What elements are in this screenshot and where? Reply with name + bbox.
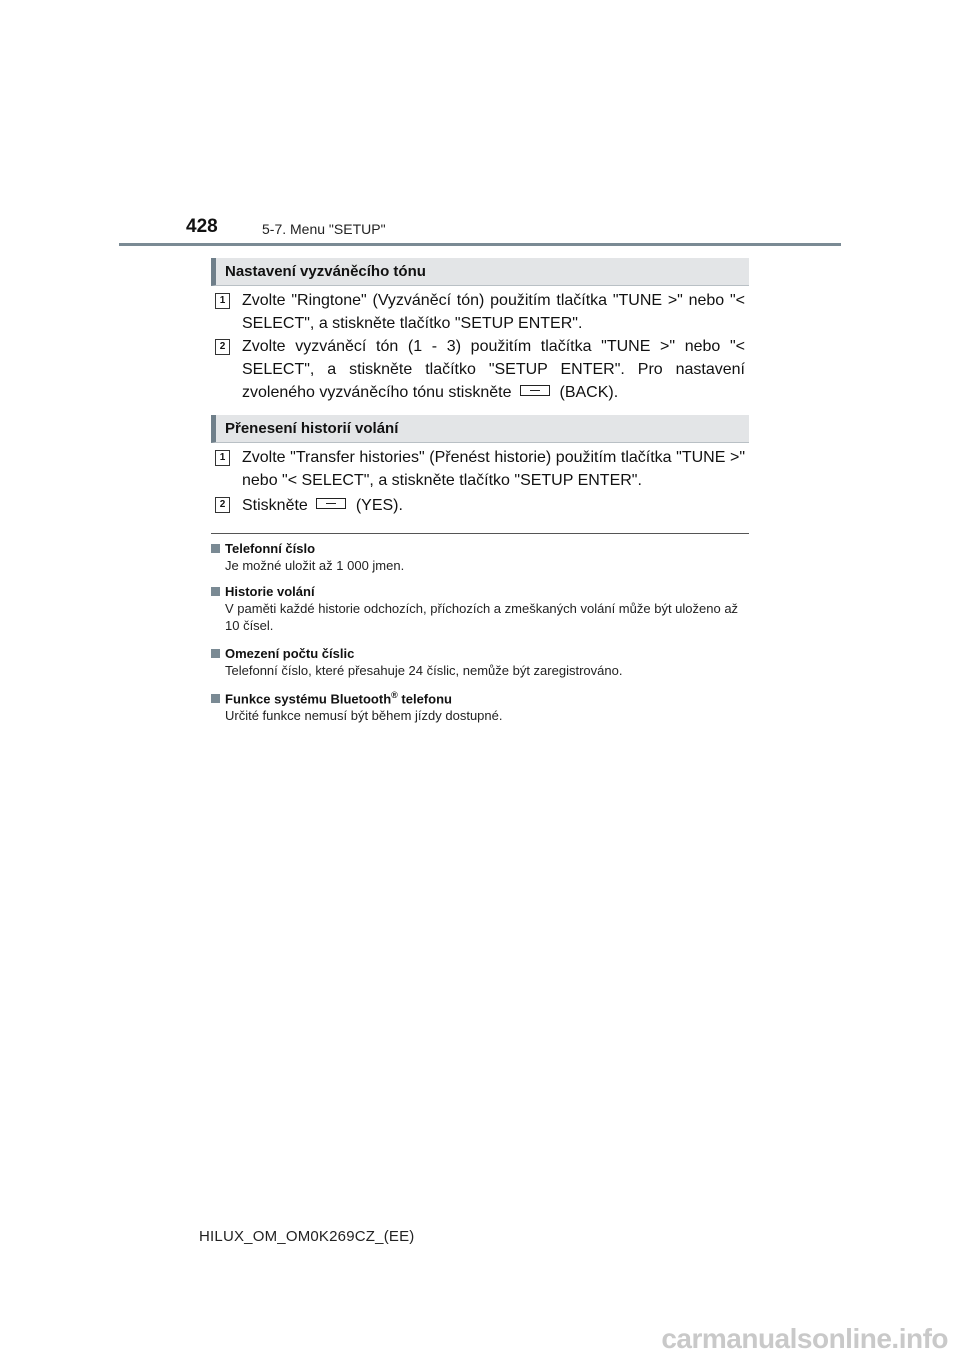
watermark: carmanualsonline.info (661, 1323, 948, 1354)
note-title: Telefonní číslo (225, 541, 316, 556)
section-heading-ringtone (211, 258, 749, 286)
bullet-square-icon (211, 544, 220, 553)
bullet-square-icon (211, 587, 220, 596)
registered-mark: ® (391, 690, 398, 700)
step-badge: 1 (215, 450, 230, 466)
bullet-square-icon (211, 694, 220, 703)
step-text-before: Stiskněte (242, 497, 308, 514)
note-body: Je možné uložit až 1 000 jmen. (225, 558, 405, 573)
section-heading-transfer (211, 415, 749, 443)
footer-code: HILUX_OM_OM0K269CZ_(EE) (199, 1228, 415, 1245)
step-text-before: Zvolte vyzváněcí tón (1 - 3) použitím tlačítka "TUNE >" nebo "< SELECT", a stiskněte tlačítko "SETUP ENTER". Pro nastavení zvoleného vyzváněcího tónu stiskněte (242, 338, 745, 401)
note-body: Určité funkce nemusí být během jízdy dostupné. (225, 708, 503, 724)
step-text: Zvolte "Ringtone" (Vyzváněcí tón) použitím tlačítka "TUNE >" nebo "< SELECT", a stiskněte tlačítko "SETUP ENTER". (242, 292, 745, 332)
note-call-history (211, 583, 751, 634)
step-text: Zvolte "Transfer histories" (Přenést historie) použitím tlačítka "TUNE >" nebo "< SELECT", a stiskněte tlačítko "SETUP ENTER". (242, 449, 745, 489)
section-title: Přenesení historií volání (225, 420, 399, 437)
step-text-after: (BACK). (559, 384, 619, 401)
note-title: Historie volání (225, 584, 315, 599)
back-button-icon (520, 385, 550, 396)
note-phone-number (211, 540, 751, 574)
yes-button-icon (316, 498, 346, 509)
step-text-after: (YES). (355, 497, 403, 514)
note-body: V paměti každé historie odchozích, příchozích a zmeškaných volání může být uloženo až 10 čísel. (225, 601, 739, 633)
page-number: 428 (186, 216, 218, 237)
note-bluetooth-functions (211, 687, 751, 724)
step-badge: 1 (215, 293, 230, 309)
note-digit-limit (211, 645, 751, 679)
header-rule (119, 243, 841, 246)
note-title: Funkce systému Bluetooth (225, 691, 392, 707)
chapter-title: 5-7. Menu "SETUP" (262, 221, 386, 237)
note-title-suffix: telefonu (397, 691, 452, 707)
step-text (242, 494, 745, 517)
section-divider (211, 533, 749, 534)
step-badge: 2 (215, 497, 230, 513)
step-text (242, 335, 745, 404)
section-title: Nastavení vyzváněcího tónu (225, 263, 426, 280)
note-body: Telefonní číslo, které přesahuje 24 číslic, nemůže být zaregistrováno. (225, 663, 623, 678)
step-badge: 2 (215, 339, 230, 355)
note-title: Omezení počtu číslic (225, 646, 355, 661)
bullet-square-icon (211, 649, 220, 658)
